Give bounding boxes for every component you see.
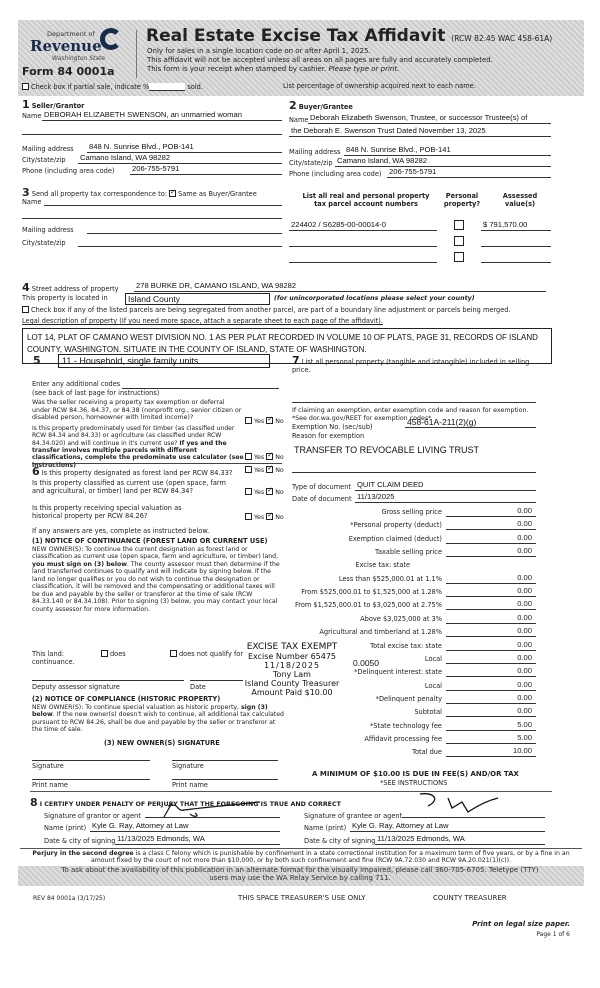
buyer-name-label: Name: [289, 116, 309, 124]
seller-name-field[interactable]: DEBORAH ELIZABETH SWENSON, an unmarried woman: [42, 110, 282, 121]
stamp-line: Island County Treasurer: [244, 679, 340, 688]
corr-city-field[interactable]: [78, 236, 282, 247]
legal-description-field[interactable]: LOT 14, PLAT OF CAMANO WEST DIVISION NO. 1 AS PER PLAT RECORDED IN VOLUME 10 OF PLATS, PAGE 31, RECORDS OF ISLAND COUNTY, WASHINGTON. SITUATE IN THE COUNTY OF ISLAND, STATE OF WASHINGTON.: [22, 328, 552, 364]
street-label-text: Street address of property: [31, 285, 119, 293]
section-number: 4: [22, 281, 30, 294]
assessed-col-header: Assessed value(s): [502, 192, 538, 208]
section-5-number: 5: [33, 354, 41, 367]
stamp-line: 11/18/2025: [263, 661, 321, 670]
amount-label: Subtotal: [414, 708, 442, 717]
amount-value[interactable]: 0.00: [446, 666, 536, 677]
n2-text-b: sign (3) below: [32, 704, 268, 719]
corr-name-label: Name: [22, 198, 42, 206]
section-number: 2: [289, 99, 297, 112]
amount-label: Excise tax: state: [355, 561, 410, 570]
stamp-line: Tony Lam: [273, 670, 311, 679]
type-print-note: Please type or print.: [328, 65, 400, 73]
amount-label: From $1,525,000.01 to $3,025,000 at 2.75%: [294, 601, 442, 610]
q1-no-checkbox[interactable]: [266, 417, 273, 424]
does-checkbox[interactable]: [101, 650, 108, 657]
doc-type-field[interactable]: QUIT CLAIM DEED: [355, 480, 536, 491]
corr-name-line2[interactable]: [22, 208, 282, 219]
seller-name-label: Name: [22, 112, 42, 120]
n1-text-c: . The county assessor must then determine if the land transferred continues to qualify and will indicate by signing below. If the land no longer qualifies or you do not wish to continue the designation or classification, it will be removed and the compensating or additional taxes will be due and payable by the seller or transferor at the time of sale (RCW 84.33.140 or 84.34.108). Prior to signing (3) below, you may contact your local county assessor for more information.: [32, 560, 280, 613]
rcw-ref: (RCW 82.45 WAC 458-61A): [451, 34, 553, 43]
buyer-name-line2[interactable]: the Deborah E. Swenson Trust Dated November 13, 2025: [289, 126, 551, 137]
grantor-date-label: Date & city of signing: [44, 837, 116, 845]
grantor-name-label: Name (print): [44, 824, 87, 832]
additional-codes-label: Enter any additional codes: [32, 380, 121, 388]
amount-value[interactable]: 0.00: [446, 680, 536, 691]
segregated-checkbox[interactable]: [22, 306, 29, 313]
current-use-no-checkbox[interactable]: [266, 488, 273, 495]
no-label: No: [275, 454, 284, 461]
section-number: 6: [32, 465, 40, 478]
owner-signature-field-2[interactable]: [172, 750, 278, 761]
grantee-signature: [400, 790, 510, 818]
no-label: No: [275, 514, 284, 521]
page-title: [146, 26, 552, 46]
print-name-label-2: Print name: [172, 781, 208, 789]
amount-label: Taxable selling price: [375, 548, 442, 557]
q1-yes-checkbox[interactable]: [245, 417, 252, 424]
amount-value[interactable]: 0.00: [446, 693, 536, 704]
stamp-line: Amount Paid $10.00: [251, 688, 333, 697]
assessed-value-field[interactable]: [481, 252, 551, 263]
amount-value[interactable]: 0.00: [446, 586, 536, 597]
buyer-phone-label: Phone (including area code): [289, 170, 382, 178]
section-number: 3: [22, 186, 30, 199]
form-number: Form 84 0001a: [22, 65, 115, 78]
revenue-logo-icon: [100, 28, 122, 50]
seller-heading-text: Seller/Grantor: [31, 102, 85, 110]
grantor-sig-label: Signature of grantor or agent: [44, 812, 141, 820]
this-land-label: This land:: [32, 650, 65, 658]
amount-value[interactable]: 0.00: [446, 653, 536, 664]
corr-mailing-field[interactable]: [87, 223, 282, 234]
does-option: [101, 650, 126, 659]
amount-value[interactable]: 5.00: [446, 720, 536, 731]
amount-value[interactable]: 0.00: [446, 546, 536, 557]
grantee-date-label: Date & city of signing: [304, 837, 376, 845]
doc-type-label: Type of document: [292, 483, 351, 491]
amount-label: *Delinquent penalty: [375, 694, 442, 703]
deputy-signature-field[interactable]: [32, 670, 184, 681]
personal-property-checkbox[interactable]: [454, 252, 464, 262]
forest-question-text: Is this property designated as forest land per RCW 84.33?: [41, 469, 233, 477]
n1-text-b: you must sign on (3) below: [32, 560, 127, 568]
amount-label: Less than $525,000.01 at 1.1%: [338, 574, 442, 583]
no-label: No: [275, 418, 284, 425]
segregated-row: [22, 306, 511, 315]
notice-continuance-title: (1) NOTICE OF CONTINUANCE (FOREST LAND OR CURRENT USE): [32, 537, 268, 545]
deputy-label: Deputy assessor signature: [32, 683, 120, 691]
grantee-name-label: Name (print): [304, 824, 347, 832]
assessed-value-field[interactable]: $ 791,570.00: [481, 220, 551, 231]
reason-line[interactable]: [292, 462, 536, 473]
exemption-no-field[interactable]: 458-61A-211(2)(g): [405, 417, 536, 428]
exemption-no-label: Exemption No. (sec/sub): [292, 423, 373, 431]
signature-label: Signature: [32, 762, 64, 770]
timber-divider: [32, 463, 282, 464]
historic-question: Is this property receiving special valuation as historical property per RCW 84.26?: [32, 504, 182, 520]
perjury-bold: Perjury in the second degree: [32, 850, 134, 857]
q2-yes-checkbox[interactable]: [245, 453, 252, 460]
title-text: Real Estate Excise Tax Affidavit: [146, 26, 446, 46]
seller-mailing-field[interactable]: 848 N. Sunrise Blvd., POB-141: [87, 142, 282, 153]
minimum-due-note: A MINIMUM OF $10.00 IS DUE IN FEE(S) AND/OR TAX: [312, 770, 519, 778]
amount-label: *Personal property (deduct): [350, 521, 442, 530]
sold-label: sold.: [187, 83, 203, 91]
print-name-label: Print name: [32, 781, 68, 789]
yes-label: Yes: [254, 418, 265, 425]
grantee-name-field[interactable]: Kyle G. Ray, Attorney at Law: [350, 821, 545, 832]
parcel-number-field[interactable]: 224402 / S6285-00-00014-0: [289, 220, 437, 231]
signature-label-2: Signature: [172, 762, 204, 770]
q2-answer: [245, 453, 284, 462]
notice-compliance-title: (2) NOTICE OF COMPLIANCE (HISTORIC PROPERTY): [32, 695, 221, 703]
continuance-label: continuance.: [32, 658, 75, 666]
perjury-divider: [20, 848, 582, 849]
buyer-mailing-field[interactable]: 848 N. Sunrise Blvd., POB-141: [344, 145, 551, 156]
no-label: No: [275, 467, 284, 474]
grantee-date-field[interactable]: 11/13/2025 Edmonds, WA: [375, 834, 545, 845]
buyer-city-field[interactable]: Camano Island, WA 98282: [335, 156, 551, 167]
seller-name-line2[interactable]: [22, 124, 282, 135]
seller-city-field[interactable]: Camano Island, WA 98282: [78, 153, 282, 164]
personal-property-field[interactable]: [292, 392, 536, 403]
buyer-mailing-label: Mailing address: [289, 148, 341, 156]
historic-yes-checkbox[interactable]: [245, 513, 252, 520]
accessibility-note: To ask about the availability of this publication in an alternate format for the visually impaired, please call 360-705-6705. Teletype (TTY) users may use the WA Relay Service by calling 711.: [61, 866, 539, 882]
doc-date-field[interactable]: 11/13/2025: [355, 492, 536, 503]
partial-percent-field[interactable]: [149, 83, 185, 91]
amount-value[interactable]: 0.00: [446, 626, 536, 637]
personal-property-checkbox[interactable]: [454, 220, 464, 230]
ownership-note: List percentage of ownership acquired next to each name.: [283, 82, 476, 90]
n2-text-a: NEW OWNER(S): To continue special valuation as historic property,: [32, 704, 240, 711]
seller-city-label: City/state/zip: [22, 156, 66, 164]
amount-label: Local: [424, 654, 442, 663]
grantor-signature: [150, 800, 270, 820]
yes-label: Yes: [254, 454, 265, 461]
corr-city-label: City/state/zip: [22, 239, 66, 247]
does-not-checkbox[interactable]: [170, 650, 177, 657]
personal-property-text: List all personal property (tangible and intangible) included in selling price.: [292, 358, 530, 375]
amount-value[interactable]: 0.00: [446, 706, 536, 717]
dept-label: Department of: [47, 30, 95, 38]
new-owner-signature-title: (3) NEW OWNER(S) SIGNATURE: [104, 739, 220, 747]
amount-label: Total due: [412, 748, 442, 757]
owner-print-name-field[interactable]: [32, 769, 150, 780]
amount-label: From $525,000.01 to $1,525,000 at 1.28%: [301, 588, 442, 597]
yes-label: Yes: [254, 467, 265, 474]
page-number: Page 1 of 6: [536, 931, 570, 938]
amount-value[interactable]: 0.00: [446, 640, 536, 651]
street-field[interactable]: 278 BURKE DR, CAMANO ISLAND, WA 98282: [134, 281, 546, 292]
q1-answer: [245, 417, 284, 426]
same-as-buyer-label: Same as Buyer/Grantee: [178, 190, 257, 198]
segregated-label: Check box if any of the listed parcels are being segregated from another parcel, are part of a boundary line adjustment or parcels being merged.: [31, 306, 511, 314]
personal-property-label: [292, 354, 547, 375]
amount-label: Gross selling price: [381, 508, 442, 516]
amount-value[interactable]: 10.00: [446, 746, 536, 757]
amount-value[interactable]: 0.00: [446, 613, 536, 624]
timber-note: If yes and the transfer involves multiple parcels with different classifications, complete the predominate use calculator (see instructions): [32, 439, 244, 469]
deputy-date-label: Date: [190, 683, 206, 691]
header-line2: This affidavit will not be accepted unless all areas on all pages are fully and accurately completed.: [147, 56, 493, 64]
timber-question-text: Is this property predominately used for timber (as classified under RCW 84.34 and 84.33) or agriculture (as classified under RCW 84.34.020) and will continue in it's current use?: [32, 425, 235, 447]
n1-text-a: NEW OWNER(S): To continue the current designation as forest land or classification as current use (open space, farm and agriculture, or timber) land,: [32, 546, 279, 561]
seller-phone-label: Phone (including area code): [22, 167, 115, 175]
street-label: [22, 281, 119, 294]
header-line3: [147, 65, 399, 73]
section-number: 1: [22, 98, 30, 111]
revision-label: REV 84 0001a (3/17/25): [33, 895, 106, 902]
partial-sale: [22, 83, 203, 92]
parcel-col-header: List all real and personal property tax parcel account numbers: [302, 192, 430, 208]
corr-name-field[interactable]: [44, 195, 282, 206]
forest-answer: [245, 466, 284, 475]
buyer-heading: [289, 99, 353, 112]
amount-label: Exemption claimed (deduct): [348, 534, 442, 543]
grantor-name-field[interactable]: Kyle G. Ray, Attorney at Law: [90, 821, 280, 832]
header-line1: Only for sales in a single location code on or after April 1, 2025.: [147, 47, 371, 55]
stamp-line: Excise Number 65475: [247, 652, 337, 661]
any-yes-note: If any answers are yes, complete as instructed below.: [32, 527, 210, 535]
current-use-answer: [245, 488, 284, 497]
amount-label: Local: [424, 681, 442, 690]
certify-text: I CERTIFY UNDER PENALTY OF PERJURY THAT THE FOREGOING IS TRUE AND CORRECT: [39, 801, 341, 808]
partial-sale-label: Check box if partial sale, indicate %: [31, 83, 150, 91]
doc-date-label: Date of document: [292, 495, 352, 503]
amount-label: Affidavit processing fee: [364, 734, 442, 743]
notice-compliance-text: [32, 704, 287, 734]
amount-value[interactable]: 5.00: [446, 733, 536, 744]
yes-label: Yes: [254, 514, 265, 521]
owner-signature-field[interactable]: [32, 750, 150, 761]
partial-sale-checkbox[interactable]: [22, 83, 29, 90]
amount-label: Total excise tax: state: [370, 641, 442, 650]
current-use-yes-checkbox[interactable]: [245, 488, 252, 495]
assessed-value-field[interactable]: [481, 236, 551, 247]
does-not-label: does not qualify for: [179, 650, 244, 658]
exemption-instructions: If claiming an exemption, enter exemption code and reason for exemption. *See dor.wa.gov/REET for exemption codes*: [292, 407, 529, 422]
treasurer-stamp: [236, 643, 348, 697]
corr-mailing-label: Mailing address: [22, 226, 74, 234]
amount-value[interactable]: 0.00: [446, 519, 536, 530]
grantor-date-field[interactable]: 11/13/2025 Edmonds, WA: [115, 834, 280, 845]
amount-label: Above $3,025,000 at 3%: [360, 614, 442, 623]
does-not-option: [170, 650, 243, 659]
amount-value[interactable]: 0.00: [446, 599, 536, 610]
exemption-question: Was the seller receiving a property tax exemption or deferral under RCW 84.36, 84.37, or 84.38 (nonprofit org., senior citizen or disabled person, homeowner with limited income)?: [32, 399, 242, 422]
forest-yes-checkbox[interactable]: [245, 466, 252, 473]
amount-label: Agricultural and timberland at 1.28%: [319, 628, 442, 637]
county-note: (for unincorporated locations please select your county): [274, 295, 475, 302]
state-label: Washington State: [52, 55, 106, 62]
correspondence-text: Send all property tax correspondence to:: [31, 190, 167, 198]
stamp-line: EXCISE TAX EXEMPT: [246, 642, 338, 652]
perjury-statement: [20, 850, 582, 864]
legal-paper-note: Print on legal size paper.: [472, 920, 570, 928]
buyer-phone-field[interactable]: 206-755-5791: [387, 167, 551, 178]
current-use-question: Is this property classified as current use (open space, farm and agricultural, or timber) land per RCW 84.34?: [32, 479, 226, 495]
legal-label: Legal description of property (If you need more space, attach a separate sheet to each page of the affidavit).: [22, 317, 383, 325]
buyer-heading-text: Buyer/Grantee: [298, 103, 353, 111]
land-use-code-select[interactable]: 11 - Household, single family units: [58, 354, 270, 368]
q2-no-checkbox[interactable]: [266, 453, 273, 460]
revenue-logo-text: Revenue: [30, 37, 102, 55]
n2-text-c: . If the new owner(s) doesn't wish to continue, all additional tax calculated pursuant to RCW 84.26, shall be due and payable by the seller or transferor at the time of sale.: [32, 711, 284, 734]
grantee-sig-label: Signature of grantee or agent: [304, 812, 403, 820]
personal-property-checkbox[interactable]: [454, 236, 464, 246]
parcel-number-field[interactable]: [289, 252, 437, 263]
parcel-number-field[interactable]: [289, 236, 437, 247]
header-divider: [136, 30, 137, 78]
amount-value[interactable]: 0.00: [446, 506, 536, 517]
see-instructions: *SEE INSTRUCTIONS: [380, 779, 448, 787]
perjury-text: is a class C felony which is punishable by confinement in a state correctional institution for a maximum term of five years, or by a fine in an amount fixed by the court of not more than $10,000, or by both such confinement and fine (RCW 9A.72.030 and RCW 9A.20.021(1)(c)).: [90, 850, 570, 865]
no-label: No: [275, 489, 284, 496]
additional-codes-field[interactable]: [122, 378, 279, 389]
see-back-note: (see back of last page for instructions): [32, 389, 160, 397]
reason-field[interactable]: TRANSFER TO REVOCABLE LIVING TRUST: [294, 445, 480, 455]
local-rate: 0.0050: [353, 658, 379, 668]
amount-value[interactable]: 0.00: [446, 573, 536, 584]
does-label: does: [110, 650, 126, 658]
reason-label: Reason for exemption: [292, 432, 365, 440]
yes-label: Yes: [254, 489, 265, 496]
historic-answer: [245, 513, 284, 522]
seller-mailing-label: Mailing address: [22, 145, 74, 153]
buyer-name-field[interactable]: Deborah Elizabeth Swenson, Trustee, or successor Trustee(s) of: [308, 113, 551, 124]
amount-label: *State technology fee: [370, 721, 442, 730]
county-select[interactable]: Island County: [125, 293, 270, 305]
located-label: This property is located in: [22, 294, 108, 302]
amount-label: *Delinquent interest: state: [354, 668, 442, 677]
owner-print-name-field-2[interactable]: [172, 769, 278, 780]
seller-phone-field[interactable]: 206-755-5791: [130, 164, 282, 175]
forest-question: [32, 465, 232, 478]
forest-no-checkbox[interactable]: [266, 466, 273, 473]
personal-col-header: Personal property?: [443, 192, 481, 208]
receipt-note: This form is your receipt when stamped by cashier.: [147, 65, 327, 73]
county-treasurer-label: COUNTY TREASURER: [433, 894, 507, 902]
buyer-city-label: City/state/zip: [289, 159, 333, 167]
treasurer-use-label: THIS SPACE TREASURER'S USE ONLY: [238, 894, 366, 902]
section-number: 8: [30, 796, 38, 809]
amount-value[interactable]: 0.00: [446, 533, 536, 544]
notice-continuance-text: [32, 546, 284, 613]
section-number: 7: [292, 354, 300, 367]
historic-no-checkbox[interactable]: [266, 513, 273, 520]
